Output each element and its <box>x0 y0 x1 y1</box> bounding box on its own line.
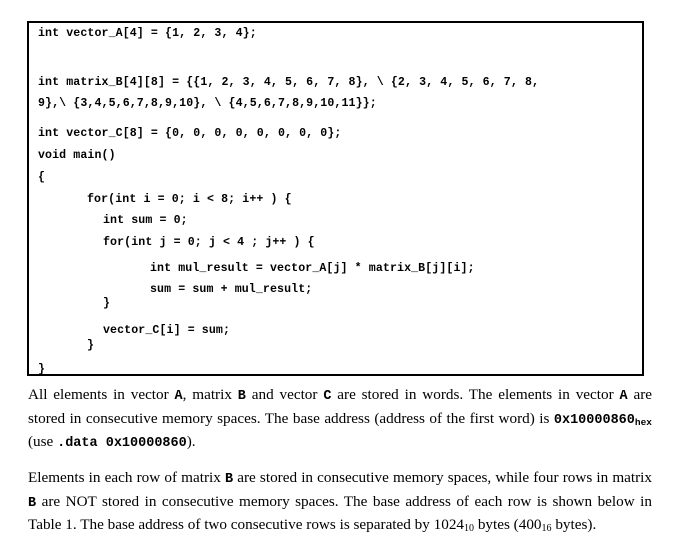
code-line-close-i: } <box>87 339 95 352</box>
base-address: 0x10000860 <box>553 412 635 428</box>
code-line-vector-c-assign: vector_C[i] = sum; <box>103 324 231 337</box>
code-line-for-j: for(int j = 0; j < 4 ; j++ ) { <box>103 236 315 249</box>
code-line-close-main: } <box>38 363 46 376</box>
paragraph-matrix-rows: Elements in each row of matrix B are stored in consecutive memory spaces, while four rows in matrix B are NOT stored in consecutive memory spaces. The base address of each row is shown below in Table 1. The base address of two consecutive rows is separated by $1024_{10}$ bytes ($400_{16}$ bytes). <box>28 469 652 534</box>
code-ref-b: B <box>237 389 246 404</box>
paragraph-storage: All elements in vector A, matrix B and vector C are stored in words. The elements in vector A are stored in consecutive memory spaces. The base address (address of the first word) is $0x10000860_{hex}$ (use .data 0x10000860). <box>28 386 652 451</box>
code-line-for-i: for(int i = 0; i < 8; i++ ) { <box>87 193 292 206</box>
data-directive: .data 0x10000860 <box>57 436 187 451</box>
code-ref-a: A <box>619 389 628 404</box>
code-line-vector-c: int vector_C[8] = {0, 0, 0, 0, 0, 0, 0, 0}; <box>38 127 342 140</box>
code-line-matrix-b-1: int matrix_B[4][8] = {{1, 2, 3, 4, 5, 6, 7, 8}, \ {2, 3, 4, 5, 6, 7, 8, <box>38 76 540 89</box>
code-line-sum-init: int sum = 0; <box>103 214 188 227</box>
code-line-main: void main() <box>38 149 116 162</box>
code-ref-c: C <box>323 389 332 404</box>
code-line-close-j: } <box>103 297 111 310</box>
code-line-vector-a: int vector_A[4] = {1, 2, 3, 4}; <box>38 27 257 40</box>
code-line-sum-add: sum = sum + mul_result; <box>150 283 313 296</box>
hex-subscript: hex <box>634 416 652 428</box>
code-ref-b: B <box>224 472 234 487</box>
code-ref-a: A <box>174 389 183 404</box>
code-line-mul-result: int mul_result = vector_A[j] * matrix_B[j][i]; <box>150 262 475 275</box>
code-line-open-brace: { <box>38 171 46 184</box>
base16-subscript: 16 <box>541 523 552 534</box>
base10-subscript: 10 <box>464 523 475 534</box>
code-line-matrix-b-2: 9},\ {3,4,5,6,7,8,9,10}, \ {4,5,6,7,8,9,10,11}}; <box>38 97 377 110</box>
code-ref-b: B <box>28 495 37 511</box>
